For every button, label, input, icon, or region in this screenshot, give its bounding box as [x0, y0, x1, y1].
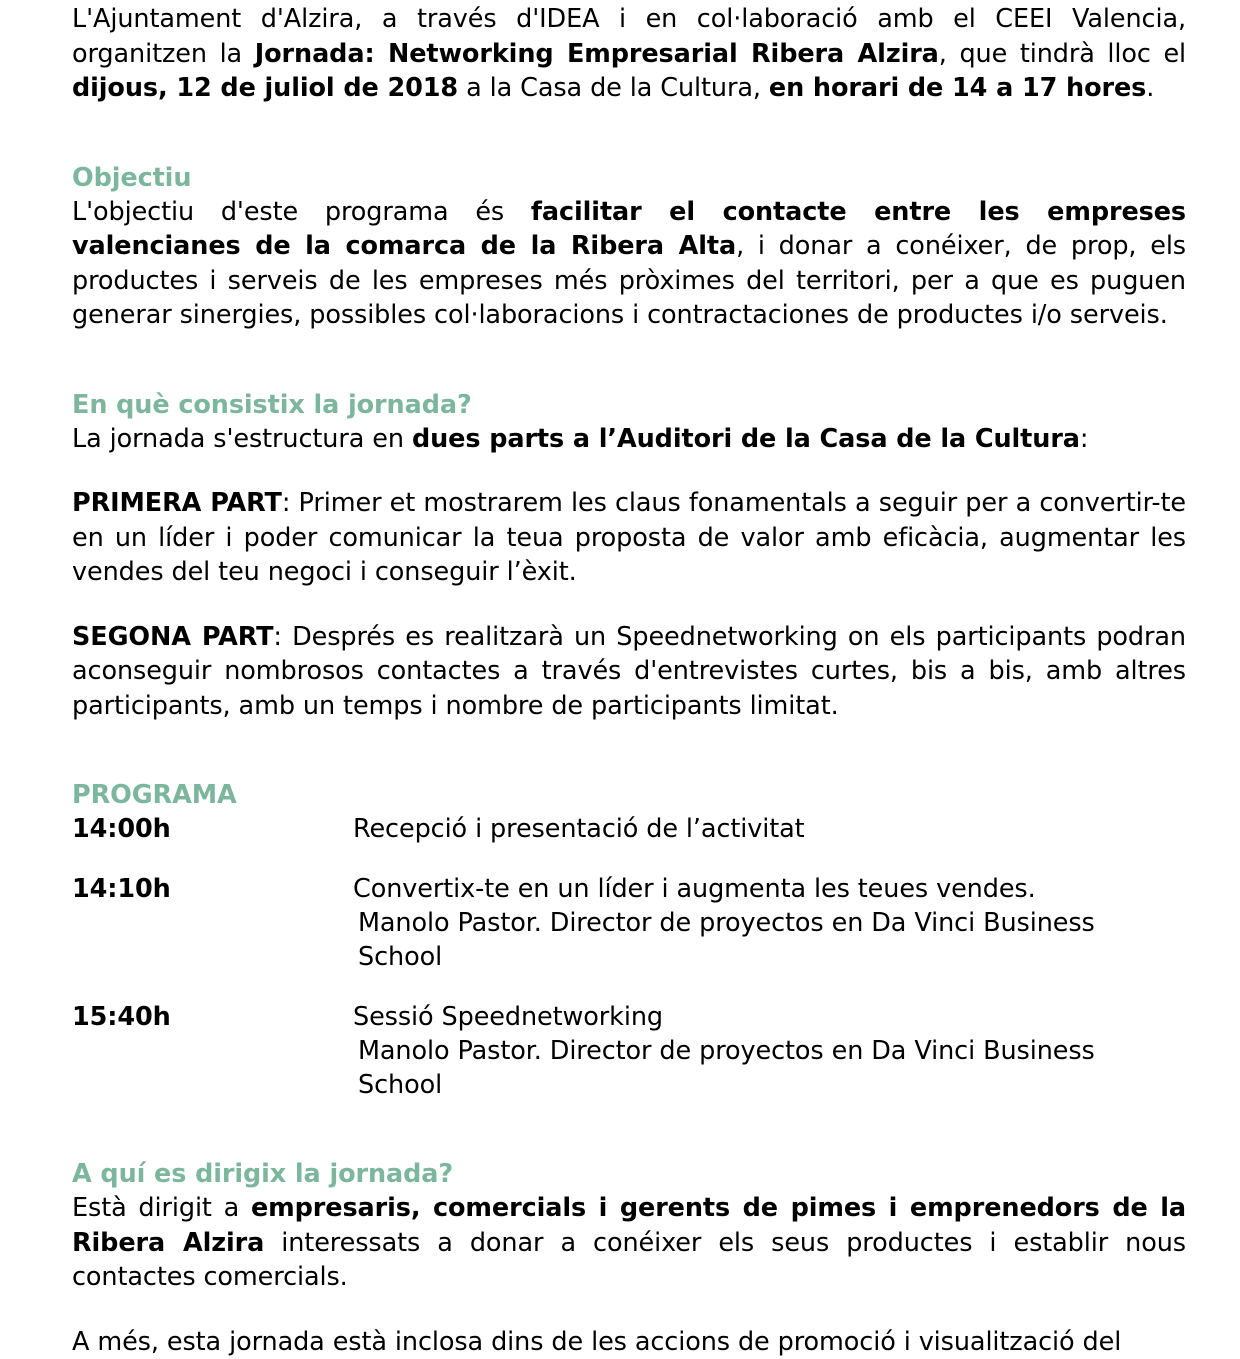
- programa-row-spacer: [72, 974, 1186, 1000]
- spacer: [72, 456, 1186, 486]
- programa-title: Recepció i presentació de l’activitat: [353, 812, 1186, 846]
- programa-description: [353, 812, 1186, 846]
- programa-row: [72, 872, 1186, 974]
- intro-text-g: .: [1146, 73, 1154, 103]
- spacer: [72, 1295, 1186, 1325]
- programa-row-spacer: [72, 846, 1186, 872]
- spacer-cell: [72, 846, 353, 872]
- spacer-cell: [353, 846, 1186, 872]
- programa-time: 15:40h: [72, 1000, 353, 1102]
- intro-text-c: , que tindrà lloc el: [939, 39, 1186, 69]
- event-schedule-bold: en horari de 14 a 17 hores: [769, 73, 1146, 103]
- audience-bold: empresaris, comercials i gerents de pimes i emprenedors de la Ribera Alzira: [72, 1193, 1186, 1258]
- spacer: [72, 1102, 1186, 1158]
- programa-time: 14:00h: [72, 812, 353, 846]
- programa-row: [72, 812, 1186, 846]
- programa-description: [353, 872, 1186, 974]
- spacer: [72, 590, 1186, 620]
- intro-text-e: a la Casa de la Cultura,: [458, 73, 769, 103]
- spacer-cell: [353, 974, 1186, 1000]
- programa-time: 14:10h: [72, 872, 353, 974]
- segona-part-paragraph: [72, 620, 1186, 724]
- programa-title: Sessió Speednetworking: [353, 1000, 1186, 1034]
- document-body: [72, 0, 1186, 1359]
- programa-speaker: Manolo Pastor. Director de proyectos en Da Vinci Business School: [353, 1034, 1186, 1102]
- trailing-paragraph: A més, esta jornada està inclosa dins de les accions de promoció i visualització del: [72, 1325, 1186, 1359]
- audience-paragraph: [72, 1191, 1186, 1295]
- primera-part-text: : Primer et mostrarem les claus fonamentals a seguir per a convertir-te en un líder i poder comunicar la teua proposta de valor amb eficàcia, augmentar les vendes del teu negoci i conseguir l’èxit.: [72, 488, 1186, 587]
- programa-row: [72, 1000, 1186, 1102]
- segona-part-label: SEGONA PART: [72, 622, 273, 652]
- objectiu-text-a: L'objectiu d'este programa és: [72, 197, 531, 227]
- jornada-title-bold: Jornada: Networking Empresarial Ribera Alzira: [255, 39, 939, 69]
- programa-speaker: Manolo Pastor. Director de proyectos en Da Vinci Business School: [353, 906, 1186, 974]
- programa-description: [353, 1000, 1186, 1102]
- heading-objectiu: Objectiu: [72, 162, 1186, 195]
- heading-programa: PROGRAMA: [72, 779, 1186, 812]
- structure-bold: dues parts a l’Auditori de la Casa de la Cultura: [412, 424, 1080, 454]
- heading-en-que-consistix: En què consistix la jornada?: [72, 389, 1186, 422]
- heading-a-qui-es-dirigix: A quí es dirigix la jornada?: [72, 1158, 1186, 1191]
- structure-text-c: :: [1080, 424, 1089, 454]
- programa-title: Convertix-te en un líder i augmenta les teues vendes.: [353, 872, 1186, 906]
- structure-text-a: La jornada s'estructura en: [72, 424, 412, 454]
- audience-text-a: Està dirigit a: [72, 1193, 251, 1223]
- primera-part-paragraph: [72, 486, 1186, 590]
- intro-paragraph: [72, 2, 1186, 106]
- spacer: [72, 106, 1186, 162]
- spacer: [72, 333, 1186, 389]
- intro-text-a: L'Ajuntament d'Alzira, a través d'IDEA i en col·laboració amb el CEEI Valencia, organitzen la: [72, 4, 1186, 69]
- spacer-cell: [72, 974, 353, 1000]
- objectiu-text-c: , i donar a conéixer, de prop, els productes i serveis de les empreses més pròximes del territori, per a que es puguen generar sinergies, possibles col·laboracions i contractaciones de productes i/o serveis.: [72, 231, 1186, 330]
- segona-part-text: : Després es realitzarà un Speednetworking on els participants podran aconseguir nombrosos contactes a través d'entrevistes curtes, bis a bis, amb altres participants, amb un temps i nombre de participants limitat.: [72, 622, 1186, 721]
- jornada-structure-paragraph: [72, 422, 1186, 457]
- objectiu-paragraph: [72, 195, 1186, 333]
- objectiu-bold: facilitar el contacte entre les empreses valencianes de la comarca de la Ribera Alta: [72, 197, 1186, 262]
- spacer: [72, 723, 1186, 779]
- programa-schedule-table: [72, 812, 1186, 1102]
- audience-text-c: interessats a donar a conéixer els seus productes i establir nous contactes comercials.: [72, 1228, 1186, 1293]
- event-date-bold: dijous, 12 de juliol de 2018: [72, 73, 458, 103]
- primera-part-label: PRIMERA PART: [72, 488, 282, 518]
